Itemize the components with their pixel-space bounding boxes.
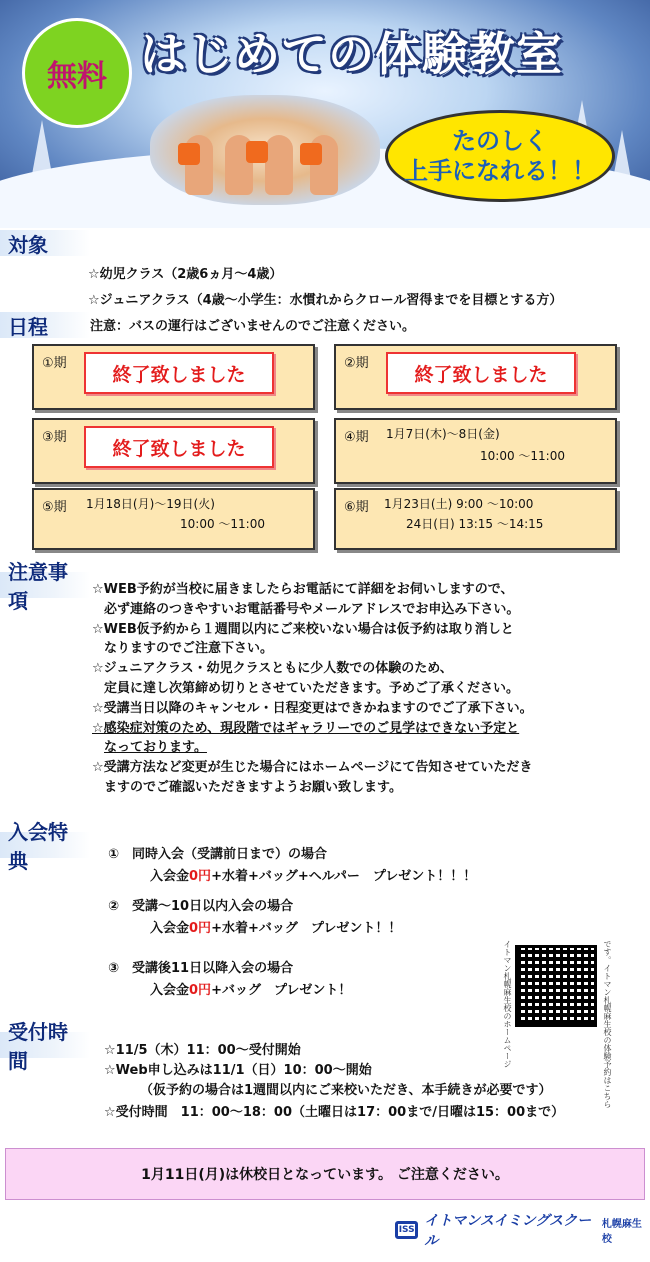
period-time: 24日(日) 13:15 〜14:15 bbox=[406, 517, 544, 531]
note-line: なりますのでご注意下さい。 bbox=[104, 641, 274, 657]
closed-day-notice: 1月11日(月)は休校日となっています。 ご注意ください。 bbox=[5, 1148, 645, 1200]
note-line: ☆WEB仮予約から１週間以内にご来校いない場合は仮予約は取り消しと bbox=[92, 621, 514, 637]
period-label: ②期 bbox=[344, 356, 369, 371]
school-logo bbox=[395, 1210, 650, 1250]
reception-line: ☆11/5（木）11：00〜受付開始 bbox=[104, 1043, 301, 1058]
ended-stamp: 終了致しました bbox=[84, 352, 274, 394]
schedule-box-5 bbox=[32, 488, 315, 550]
logo-text: イトマンスイミングスクール bbox=[424, 1213, 592, 1249]
period-date: 1月23日(土) 9:00 〜10:00 bbox=[384, 497, 534, 511]
note-line: ☆受講方法など変更が生じた場合にはホームページにて告知させていただき bbox=[92, 760, 533, 776]
section-heading-benefits: 入会特典 bbox=[0, 832, 90, 858]
logo-sub: 札幌麻生校 bbox=[601, 1219, 642, 1245]
period-time: 10:00 〜11:00 bbox=[480, 449, 565, 463]
benefit-detail: 入会金0円+バッグ プレゼント！ bbox=[150, 983, 352, 998]
bubble-line: たのしく bbox=[452, 127, 548, 155]
schedule-box-4 bbox=[334, 418, 617, 484]
notes-list bbox=[92, 580, 637, 798]
free-badge: 無料 bbox=[22, 18, 132, 128]
note-line: なっております。 bbox=[104, 740, 207, 756]
section-heading-target: 対象 bbox=[0, 230, 90, 256]
speech-bubble bbox=[385, 110, 615, 202]
period-label: ③期 bbox=[42, 430, 67, 445]
schedule-box-3 bbox=[32, 418, 315, 484]
period-date: 1月18日(月)〜19日(火) bbox=[86, 497, 215, 511]
benefit-title: ② 受講〜10日以内入会の場合 bbox=[108, 899, 294, 914]
qr-caption: イトマン札幌麻生校のホームページ bbox=[503, 940, 512, 1068]
reception-line: ☆Web申し込みは11/1（日）10：00〜開始 bbox=[104, 1063, 372, 1078]
period-label: ④期 bbox=[344, 430, 369, 445]
note-line: 必ず連絡のつきやすいお電話番号やメールアドレスでお申込み下さい。 bbox=[104, 601, 520, 617]
note-line: 定員に達し次第締め切りとさせていただきます。予めご了承ください。 bbox=[104, 680, 519, 696]
period-label: ⑥期 bbox=[344, 500, 369, 515]
benefit-title: ① 同時入会（受講前日まで）の場合 bbox=[108, 847, 328, 862]
schedule-box-2 bbox=[334, 344, 617, 410]
qr-code-icon[interactable] bbox=[515, 945, 597, 1027]
benefit-title: ③ 受講後11日以降入会の場合 bbox=[108, 961, 294, 976]
note-line: ☆感染症対策のため、現段階ではギャラリーでのご見学はできない予定と bbox=[92, 720, 520, 736]
reception-line: （仮予約の場合は1週間以内にご来校いただき、本手続きが必要です） bbox=[140, 1083, 552, 1098]
period-label: ⑤期 bbox=[42, 500, 67, 515]
qr-caption: です。イトマン札幌麻生校の体験予約はこちら bbox=[603, 940, 612, 1108]
schedule-box-1 bbox=[32, 344, 315, 410]
page-title: はじめての体験教室 bbox=[140, 27, 563, 81]
period-date: 1月7日(木)〜8日(金) bbox=[386, 427, 500, 441]
benefit-item bbox=[108, 844, 476, 888]
ended-stamp: 終了致しました bbox=[386, 352, 576, 394]
benefit-detail: 入会金0円+水着+バッグ+ヘルパー プレゼント！！！ bbox=[150, 869, 477, 884]
reception-line: ☆受付時間 11：00〜18：00（土曜日は17：00まで/日曜は15：00まで） bbox=[104, 1105, 565, 1120]
period-label: ①期 bbox=[42, 356, 67, 371]
benefit-item bbox=[108, 896, 401, 940]
section-heading-notes: 注意事項 bbox=[0, 572, 90, 598]
schedule-note: 注意：バスの運行はございませんのでご注意ください。 bbox=[90, 319, 416, 334]
period-time: 10:00 〜11:00 bbox=[180, 517, 265, 531]
children-photo bbox=[150, 95, 380, 205]
schedule-box-6 bbox=[334, 488, 617, 550]
note-line: ますのでご確認いただきますようお願い致します。 bbox=[104, 779, 402, 795]
note-line: ☆受講当日以降のキャンセル・日程変更はできかねますのでご了承下さい。 bbox=[92, 700, 533, 716]
note-line: ☆ジュニアクラス・幼児クラスともに少人数での体験のため、 bbox=[92, 661, 453, 677]
target-line: ☆ジュニアクラス（4歳〜小学生：水慣れからクロール習得までを目標とする方） bbox=[88, 293, 563, 308]
logo-mark-icon: ISS bbox=[395, 1221, 418, 1239]
header-banner bbox=[0, 0, 650, 228]
bubble-line: 上手になれる！！ bbox=[404, 157, 596, 185]
section-heading-reception: 受付時間 bbox=[0, 1032, 90, 1058]
target-line: ☆幼児クラス（2歳6ヵ月〜4歳） bbox=[88, 267, 283, 282]
benefit-item bbox=[108, 958, 351, 1002]
ended-stamp: 終了致しました bbox=[84, 426, 274, 468]
note-line: ☆WEB予約が当校に届きましたらお電話にて詳細をお伺いしますので、 bbox=[92, 582, 514, 597]
benefit-detail: 入会金0円+水着+バッグ プレゼント！！ bbox=[150, 921, 402, 936]
section-heading-schedule: 日程 bbox=[0, 312, 90, 338]
